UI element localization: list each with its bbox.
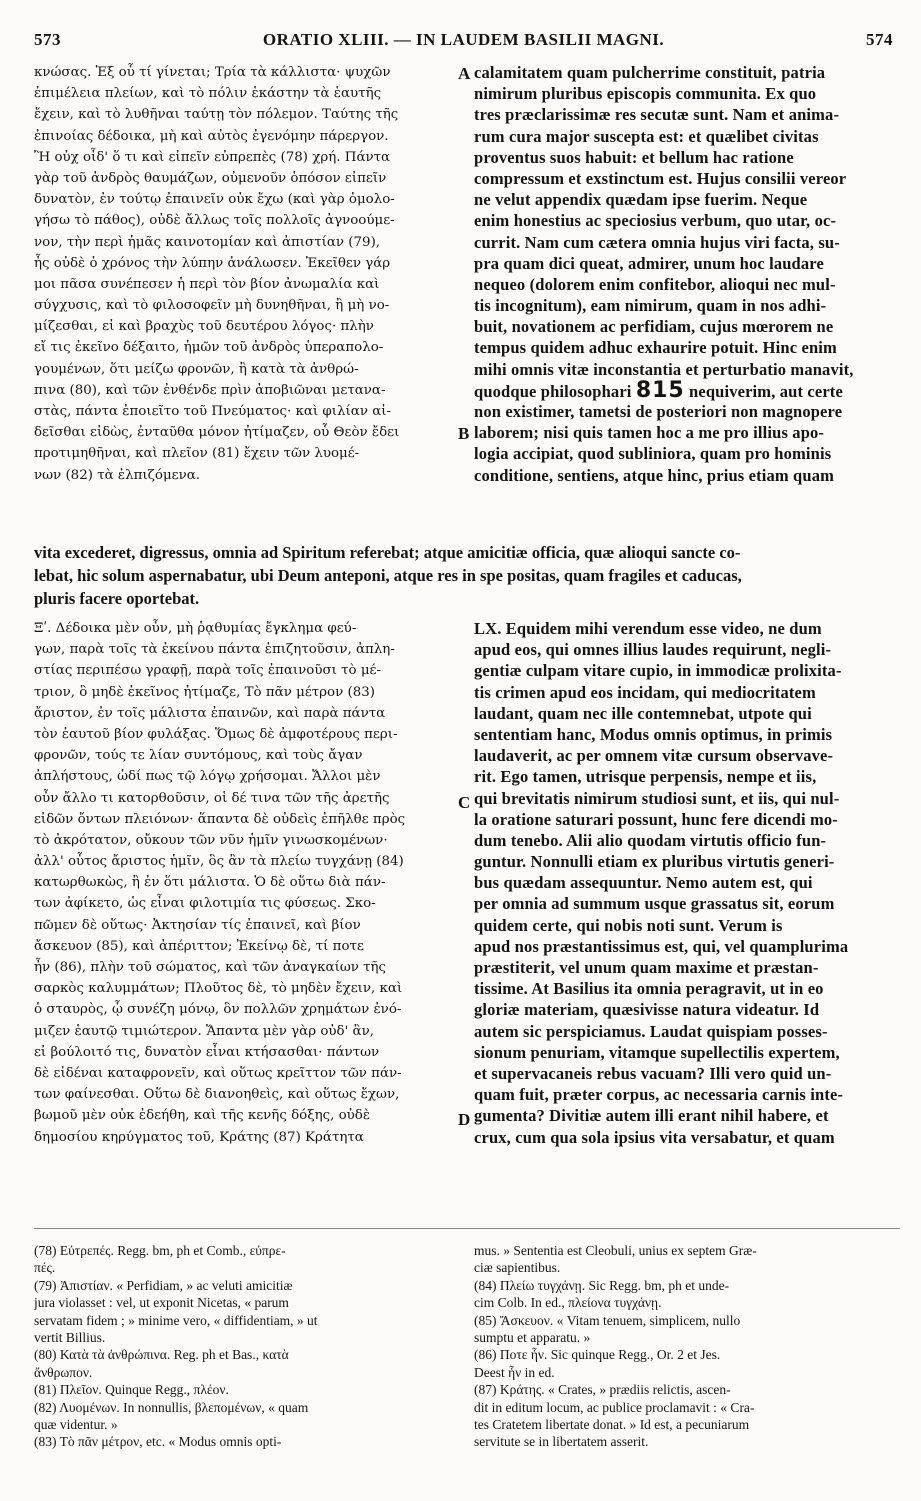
greek-text-line: γων, παρὰ τοῖς τὰ ἐκείνου πάντα ἐπιζητοῦσιν, ἀπλη- [34, 642, 395, 658]
footnote-line: πές. [34, 1260, 56, 1276]
greek-text-line: εἴ τις ἐκεῖνο δέξαιτο, ἡμῶν τοῦ ἀνδρὸς ὑπεραπολο- [34, 340, 384, 356]
footnote-line: Deest ἦν in ed. [474, 1364, 555, 1380]
latin-text-line: sionum penuriam, vitamque supellectilis expertem, [474, 1042, 840, 1062]
latin-text-line: per omnia ad summum usque grassatus sit, eorum [474, 894, 835, 914]
latin-text-line: laudant, quam nec ille contemnebat, utpote qui [474, 703, 812, 723]
footnote-line: dit in editum locum, ac publice proclamavit : « Cra- [474, 1399, 755, 1415]
greek-text-line: ἐπιμέλεια πλείων, καὶ τὸ πόλιν ἑκάστην τὰ ἑαυτῆς [34, 86, 382, 102]
footnote-line: (79) Ἀπιστίαν. « Perfidiam, » ac veluti amicitiæ [34, 1277, 293, 1293]
latin-text-line: crux, cum qua sola ipsius vita versabatur, et quam [474, 1127, 835, 1147]
footnote-line: (87) Κράτης. « Crates, » prædiis relictis, ascen- [474, 1382, 731, 1398]
footnote-line: ἄνθρωπον. [34, 1364, 93, 1380]
footnote-line: (82) Λυομένων. In nonnullis, βλεπομένων, « quam [34, 1399, 309, 1415]
footnote-line: jura violasset : vel, ut exponit Nicetas, « parum [34, 1295, 289, 1311]
footnote-line: servatam fidem ; » minime vero, « diffidentiam, » ut [34, 1312, 318, 1328]
greek-text-line: Ξʹ. Δέδοικα μὲν οὖν, μὴ ῥᾳθυμίας ἔγκλημα φεύ- [34, 621, 357, 636]
greek-text-line: ἔχειν, καὶ τὸ λυθῆναι ταύτῃ τὸν πόλεμον. Ταύτης τῆς [34, 107, 399, 123]
greek-text-line: μίζεσθαι, εἰ καὶ βραχὺς τοῦ δευτέρου λόγος· πλὴν [34, 319, 374, 335]
latin-column-bottom [474, 618, 900, 1148]
footnote-line: (84) Πλείω τυγχάνῃ. Sic Regg. bm, ph et unde- [474, 1277, 730, 1293]
greek-text-line: τὸ ἀκρότατον, οὔκουν τῶν νῦν ἡμῖν γινωσκομένων· [34, 832, 388, 848]
greek-text-line: δεῖσθαι εἰδὼς, ἐνταῦθα μόνον ἠτίμαζεν, οὗ Θεὸν ἔδει [34, 425, 400, 441]
greek-column-bottom [34, 618, 464, 1148]
latin-text-line: buit, novationem ac perfidiam, cujus mœrorem ne [474, 317, 834, 337]
greek-text-line: εἰδῶν ὄντων πλειόνων· ἅπαντα δὲ οὐδεὶς ἐπῆλθε πρὸς [34, 811, 406, 827]
greek-text-line: τὸν ἑαυτοῦ βίον φυλάξας. Ὅμως δὲ ἀμφοτέρους περι- [34, 726, 398, 742]
latin-text-line: currit. Nam cum cætera omnia hujus viri facta, su- [474, 232, 840, 252]
latin-text-line: proventus suos habuit: et bellum hac ratione [474, 147, 794, 167]
latin-text-line: nequeo (dolorem enim confitebor, alioqui nec mul- [474, 274, 836, 294]
greek-text-line: προτιμηθῆναι, καὶ πλεῖον (81) ἔχειν τῶν λυομέ- [34, 446, 360, 462]
greek-text-line: ἧς οὐδὲ ὁ χρόνος τὴν λύπην ἀνάλωσεν. Ἐκεῖθεν γάρ [34, 255, 391, 271]
greek-text-line: γὰρ τοῦ ἀνδρὸς θαυμάζων, οὐμενοῦν ὁπόσον εἰπεῖν [34, 170, 387, 186]
latin-text-line: laudaverit, ac per omnem vitæ cursum observave- [474, 746, 834, 766]
latin-text-line: gloriæ materiam, quæsivisse natura videatur. Id [474, 1000, 820, 1020]
greek-text-line: των ἀφίκετο, ὡς εἶναι φιλοτιμία τις φύσεως. Σκο- [34, 896, 376, 912]
greek-text-line: φρονῶν, τούς τε λίαν συντόμους, καὶ τοὺς ἄγαν [34, 748, 363, 764]
latin-text-line: rum cura major suscepta est: et quælibet civitas [474, 126, 819, 146]
latin-text-line: tissime. At Basilius ita omnia peragravit, ut in eo [474, 979, 824, 999]
greek-text-line: κατωρθωκὼς, ἢ ἐν ὅτι μάλιστα. Ὁ δὲ οὕτω διὰ πάν- [34, 875, 386, 891]
greek-text-line: κνώσας. Ἐξ οὗ τί γίνεται; Τρία τὰ κάλλιστα· ψυχῶν [34, 65, 391, 80]
greek-text-line: ἄριστον, ἐν τοῖς μάλιστα ἐπαινῶν, καὶ παρὰ πάντα [34, 705, 386, 721]
page-header [34, 30, 893, 58]
greek-text-line: γουμένων, ὅτι μείζω φρονῶν, ἢ κατὰ τὰ ἀνθρώ- [34, 361, 359, 377]
footnote-line: tes Cratetem libertate donat. » Id est, a pecuniarum [474, 1416, 750, 1432]
latin-text-fragment: quodque philosophari [474, 381, 636, 401]
footnote-line: (85) Ἄσκευον. « Vitam tenuem, simplicem, nullo [474, 1312, 741, 1328]
greek-text-line: γήσω τὸ πάθος), οὐδὲ ἄλλως τοῖς πολλοῖς ἀγνοούμε- [34, 213, 395, 229]
latin-text-line: qui brevitatis nimirum studiosi sunt, et iis, qui nul- [474, 788, 840, 808]
greek-text-line: Ἢ οὐχ οἶδ' ὅ τι καὶ εἰπεῖν εὐπρεπὲς (78) χρή. Πάντα [34, 149, 391, 165]
latin-text-line: pra quam dici queat, admirer, unum hoc laudare [474, 253, 824, 273]
greek-text-line: τριον, ὃ μηδὲ ἐκεῖνος ἠτίμαζε, Τὸ πᾶν μέτρον (83) [34, 684, 375, 700]
footnote-line: cim Colb. In ed., πλείονα τυγχάνῃ. [474, 1295, 662, 1311]
latin-text-line: tis crimen apud eos incidam, qui mediocritatem [474, 682, 816, 702]
latin-text-line: dum tenebo. Alii alio quodam virtutis officio fun- [474, 830, 827, 850]
margin-letter-d: D [458, 1110, 471, 1129]
latin-text-line: gentiæ culpam vitare cupio, in immodicæ prolixita- [474, 661, 842, 681]
greek-text-line: στὰς, πάντα ἐποιεῖτο τοῦ Πνεύματος· καὶ φιλίαν αἰ- [34, 404, 392, 419]
latin-text-line: logia accipiat, quod subliniora, quam pro hominis [474, 444, 832, 464]
latin-text-line: mihi omnis vitæ inconstantia et perturbatio manavit, [474, 359, 854, 379]
latin-text-line: præstiterit, vel unum quam maxime et præstan- [474, 958, 819, 977]
latin-text-fragment: nequiverim, aut certe [684, 381, 843, 401]
greek-text-line: νων (82) τὰ ἐλπιζόμενα. [34, 467, 201, 483]
latin-text-line: ne velut appendix quædam ipse fuerim. Neque [474, 190, 808, 210]
latin-text-line: sententiam hanc, Modus omnis optimus, in primis [474, 724, 833, 744]
footnote-line: ciæ sapientibus. [474, 1260, 561, 1276]
margin-letter-a: A [458, 64, 471, 83]
footnote-line: (83) Τὸ πᾶν μέτρον, etc. « Modus omnis opti- [34, 1434, 282, 1450]
greek-text-line: ἀλλ' οὗτος ἄριστος ἡμῖν, ὃς ἂν τὰ πλείω τυγχάνῃ (84) [34, 854, 404, 870]
footnote-line: (80) Κατὰ τὰ ἀνθρώπινα. Reg. ph et Bas., κατὰ [34, 1347, 289, 1363]
greek-text-line: δὲ εἰδέναι καταφρονεῖν, καὶ οὕτως κρεῖττον τῶν πάν- [34, 1065, 402, 1081]
greek-text-line: πινα (80), καὶ τῶν ἐνθένδε πρὶν ἀποβιῶναι μετανα- [34, 382, 386, 398]
greek-text-line: ἀπλήστους, ὡδί πως τῷ λόγῳ χρήσομαι. Ἄλλοι μὲν [34, 769, 381, 785]
latin-text-line: pluris facere oportebat. [34, 589, 200, 608]
latin-text-line: non existimer, tametsi de posteriori non magnopere [474, 402, 843, 421]
latin-text-line: conditione, sentiens, atque hinc, prius etiam quam [474, 465, 834, 485]
latin-text-line: tis incognitum), eam nimirum, quam in nos adhi- [474, 296, 827, 316]
latin-text-line: quidem certe, qui nobis noti sunt. Verum is [474, 915, 783, 935]
footnotes-right [474, 1242, 900, 1451]
footnote-line: quæ videntur. » [34, 1416, 118, 1432]
footnote-line: servitute se in libertatem asserit. [474, 1434, 649, 1450]
footnote-line: (86) Ποτε ἦν. Sic quinque Regg., Or. 2 et Jes. [474, 1347, 721, 1363]
latin-text-line: la oratione saturari possunt, hunc fere dicendi mo- [474, 809, 838, 829]
greek-column-top [34, 62, 464, 486]
margin-letter-c: C [458, 793, 471, 812]
latin-text-line: autem sic perspiciamus. Laudat quispiam posses- [474, 1021, 828, 1041]
latin-text-line: bus quædam assequuntur. Nemo autem est, qui [474, 873, 813, 893]
latin-text-line: LX. Equidem mihi verendum esse video, ne dum [474, 619, 822, 638]
latin-text-line: et supervacaneis rebus vacuam? Illi vero quid un- [474, 1063, 832, 1083]
greek-text-line: μοι πᾶσα συνέπεσεν ἡ περὶ τὸν βίον ἀνωμαλία καὶ [34, 276, 380, 292]
latin-text-line: lebat, hic solum aspernabatur, ubi Deum anteponi, atque res in spe positas, quam fragiles et caducas, [34, 566, 742, 585]
greek-text-line: ἐπινοίας δέδοικα, μὴ καὶ αὐτὸς ἐγενόμην πάρεργον. [34, 128, 389, 144]
latin-text-line: laborem; nisi quis tamen hoc a me pro illius apo- [474, 423, 825, 443]
latin-text-line: guntur. Nonnulli etiam ex pluribus virtutis generi- [474, 852, 835, 872]
footnote-line: mus. » Sententia est Cleobuli, unius ex septem Græ- [474, 1243, 757, 1258]
latin-text-line: quam fuit, præter corpus, ac necessaria carnis inte- [474, 1085, 844, 1105]
right-page-number: 574 [866, 30, 893, 49]
greek-text-line: δημοσίου κηρύγματος τοῦ, Κράτης (87) Κράτητα [34, 1129, 364, 1145]
greek-text-line: σύγχυσις, καὶ τὸ φιλοσοφεῖν μὴ δυνηθῆναι, ἢ μὴ νο- [34, 298, 390, 314]
greek-text-line: μιζεν ἑαυτῷ τιμιώτερον. Ἅπαντα μὲν γὰρ οὐδ' ἂν, [34, 1023, 374, 1039]
latin-text-line: tres præclarissimæ res secutæ sunt. Nam et anima- [474, 105, 840, 125]
margin-letter-b: B [458, 424, 470, 443]
latin-text-line [474, 380, 900, 401]
greek-text-line: οὖν ἄλλο τι κατορθοῦσιν, οἱ δέ τινα τῶν τῆς ἀρετῆς [34, 790, 390, 806]
running-title: ORATIO XLIII. — IN LAUDEM BASILII MAGNI. [262, 30, 665, 49]
greek-text-line: ἦν (86), πλὴν τοῦ σώματος, καὶ τῶν ἀναγκαίων τῆς [34, 960, 387, 975]
latin-column-top [474, 62, 900, 486]
latin-text-line: nimirum pluribus episcopis communita. Ex quo [474, 84, 817, 104]
left-page-number: 573 [34, 30, 61, 49]
greek-text-line: ὁ σταυρὸς, ᾧ συνέζη μόνῳ, ὃν πολλῶν χρημάτων ἐνό- [34, 1002, 402, 1018]
footnote-line: (78) Εὐτρεπές. Regg. bm, ph et Comb., εὐπρε- [34, 1243, 286, 1258]
latin-text-line: compressum et exstinctum est. Hujus consilii vereor [474, 168, 847, 188]
latin-text-line: apud eos, qui omnes illius laudes requirunt, negli- [474, 640, 832, 660]
latin-spanning-text [34, 541, 900, 610]
inline-page-number: 815 [635, 379, 685, 401]
greek-text-line: νον, τὴν περὶ ἡμᾶς καινοτομίαν καὶ ἀπιστίαν (79), [34, 234, 381, 250]
latin-text-line: calamitatem quam pulcherrime constituit, patria [474, 63, 826, 82]
latin-text-line: vita excederet, digressus, omnia ad Spiritum referebat; atque amicitiæ officia, quæ alioqui sancte co- [34, 543, 741, 562]
footnote-line: sumptu et apparatu. » [474, 1329, 591, 1345]
latin-text-line: enim honestius ac speciosius verbum, quo utar, oc- [474, 211, 837, 231]
greek-text-line: εἰ βούλοιτό τις, δυνατὸν εἶναι κτήσασθαι· πάντων [34, 1044, 380, 1060]
footnote-line: (81) Πλεῖον. Quinque Regg., πλέον. [34, 1382, 229, 1398]
greek-text-line: πῶμεν δὲ οὕτως· Ἀκτησίαν τίς ἐπαινεῖ, καὶ βίον [34, 917, 361, 933]
greek-text-line: σαρκὸς καλυμμάτων; Πλοῦτος δὲ, τὸ μηδὲν ἔχειν, καὶ [34, 981, 403, 997]
latin-text-line: gumenta? Divitiæ autem illi erant nihil habere, et [474, 1106, 829, 1126]
latin-text-line: rit. Ego tamen, utrisque perpensis, nempe et iis, [474, 767, 817, 787]
greek-text-line: δυνατὸν, ἐν τούτῳ ἐπαινεῖν οὐκ ἔχω (καὶ γὰρ ὁμολο- [34, 192, 395, 208]
footnote-divider [34, 1228, 900, 1229]
greek-text-line: βωμοῦ μὲν οὐκ ἐδεήθη, καὶ τῆς κενῆς δόξης, οὐδὲ [34, 1108, 371, 1124]
greek-text-line: ἄσκευον (85), καὶ ἀπέριττον; Ἐκείνῳ δὲ, τί ποτε [34, 938, 364, 954]
latin-text-line: apud nos præstantissimus est, qui, vel quamplurima [474, 936, 849, 956]
greek-text-line: των φαίνεσθαι. Οὕτω δὲ διανοηθεὶς, καὶ οὕτως ἔχων, [34, 1087, 400, 1103]
footnote-line: vertit Billius. [34, 1329, 106, 1345]
latin-text-line: tempus quidem adhuc exhaurire potuit. Hinc enim [474, 338, 837, 358]
greek-text-line: στίας περιπέσω γραφῇ, παρὰ τοῖς ἐπαινοῦσι τὸ μέ- [34, 663, 381, 679]
footnotes-left [34, 1242, 464, 1451]
